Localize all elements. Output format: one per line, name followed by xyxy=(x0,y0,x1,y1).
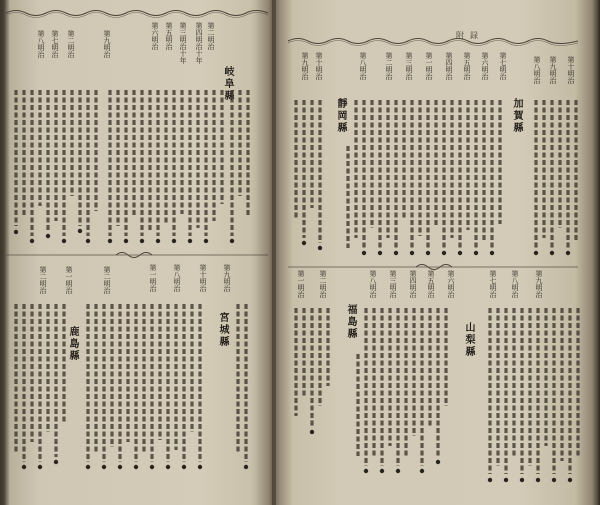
right-top-title-b: 靜岡縣 xyxy=(335,98,346,134)
left-bot-head-2: 第十明治 xyxy=(199,264,207,292)
right-page xyxy=(276,0,594,505)
left-bot-head-5: 第二明治 xyxy=(103,266,111,294)
left-bot-head-1: 第九明治 xyxy=(223,264,231,292)
right-bottom-body xyxy=(290,306,586,486)
left-top-head-8: 第七明治 xyxy=(51,30,59,58)
right-top-head-9: 第六明治 xyxy=(481,52,489,80)
right-top-head-10: 第七明治 xyxy=(499,52,507,80)
right-top-head-7: 第四明治 xyxy=(445,52,453,80)
right-bot-head-10: 第九明治 xyxy=(535,270,543,298)
right-bot-head-1: 第一明治 xyxy=(297,270,305,298)
right-bot-head-5: 第四明治 xyxy=(409,270,417,298)
left-top-head-5: 第六明治 xyxy=(151,22,159,50)
right-top-head-4: 第二明治 xyxy=(385,52,393,80)
right-top-head-6: 第一明治 xyxy=(425,52,433,80)
left-top-subtitle xyxy=(68,96,80,146)
left-bot-head-7: 第二明治 xyxy=(39,266,47,294)
right-bot-head-2: 第二明治 xyxy=(319,270,327,298)
left-bottom-body xyxy=(10,302,254,472)
right-top-head-1: 第九明治 xyxy=(301,52,309,80)
left-top-body xyxy=(10,86,254,246)
right-top-head-3: 第八明治 xyxy=(359,52,367,80)
right-running-head: 附録 xyxy=(456,31,484,40)
left-bot-head-3: 第八明治 xyxy=(173,264,181,292)
left-top-head-6: 第九明治 xyxy=(103,30,111,58)
left-top-ornament xyxy=(6,8,268,18)
left-top-head-4: 第五明治 xyxy=(165,22,173,50)
right-bot-head-4: 第三明治 xyxy=(389,270,397,298)
left-top-head-1: 第二明治 xyxy=(207,22,215,50)
right-bot-head-6: 第五明治 xyxy=(427,270,435,298)
left-top-section-title: 岐阜縣 xyxy=(222,66,233,102)
right-top-head-12: 第九明治 xyxy=(549,56,557,84)
left-mid-ornament xyxy=(6,250,268,260)
right-bot-head-7: 第六明治 xyxy=(447,270,455,298)
gutter-shadow-right xyxy=(272,0,294,505)
right-top-head-2: 第十明治 xyxy=(315,52,323,80)
right-bot-head-9: 第八明治 xyxy=(511,270,519,298)
right-top-head-8: 第五明治 xyxy=(463,52,471,80)
left-top-head-9: 第八明治 xyxy=(37,30,45,58)
left-top-head-2: 第四明治十年 xyxy=(195,22,203,64)
left-bottom-section-title: 宮城縣 xyxy=(217,312,228,348)
right-bot-head-3: 第八明治 xyxy=(369,270,377,298)
left-bottom-subtitle: 鹿島縣 xyxy=(67,326,78,362)
left-bot-head-6: 第一明治 xyxy=(65,266,73,294)
left-top-head-3: 第三明治十年 xyxy=(179,22,187,64)
left-top-head-7: 第二明治 xyxy=(67,30,75,58)
right-top-head-5: 第三明治 xyxy=(405,52,413,80)
right-top-ornament xyxy=(288,36,578,46)
left-page xyxy=(6,0,272,505)
right-bottom-title-b: 福島縣 xyxy=(345,304,356,340)
right-bottom-title-a: 山梨縣 xyxy=(463,322,474,358)
right-top-title-a: 加賀縣 xyxy=(511,98,522,134)
right-top-head-11: 第八明治 xyxy=(533,56,541,84)
left-bot-head-4: 第一明治 xyxy=(149,264,157,292)
right-top-head-13: 第十明治 xyxy=(567,56,575,84)
right-bot-head-8: 第七明治 xyxy=(489,270,497,298)
right-top-body xyxy=(290,98,586,258)
